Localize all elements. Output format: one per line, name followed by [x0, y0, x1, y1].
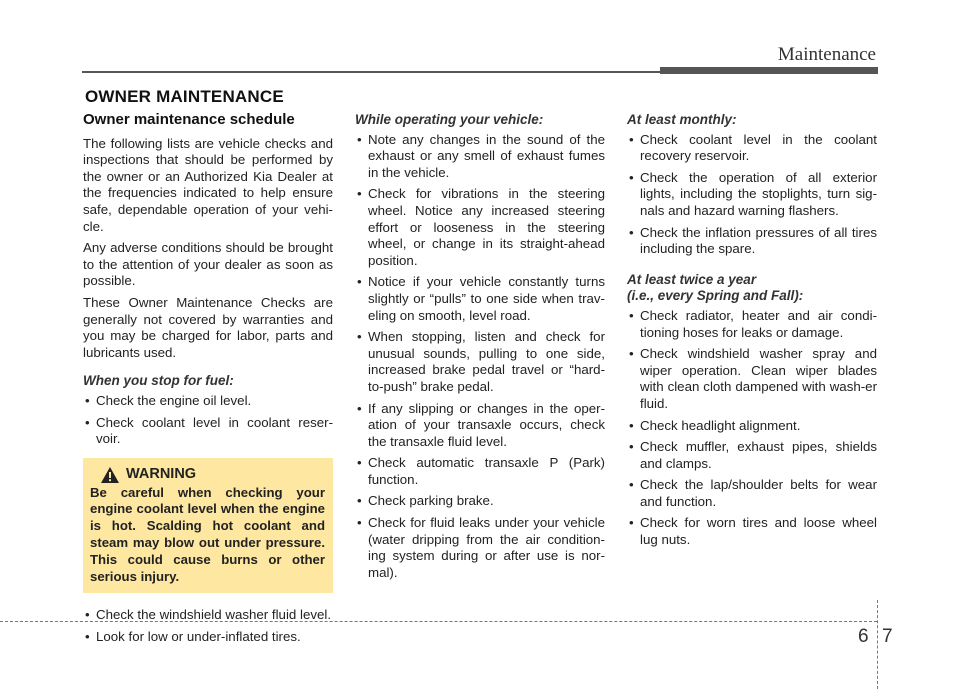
list-item: • Check headlight alignment. [629, 417, 801, 433]
monthly-list [627, 132, 877, 258]
list-item: • Check for vibrations in the steering wheel. Notice any increased steering effort or looseness in the steering wheel, or change in its straight-ahead position. [357, 186, 605, 268]
section-title: Maintenance [777, 44, 876, 65]
fuel-heading: When you stop for fuel: [83, 373, 234, 389]
fuel-list-continued [83, 607, 333, 645]
column-2 [355, 109, 605, 591]
warning-triangle-icon [100, 466, 120, 484]
adverse-paragraph: Any adverse conditions should be brought to the attention of your dealer as soon as possible. [83, 240, 333, 289]
list-item: • Check radiator, heater and air condi-tioning hoses for leaks or damage. [629, 307, 877, 340]
schedule-heading: Owner maintenance schedule [83, 111, 295, 128]
list-item: • Check the inflation pressures of all tires including the spare. [629, 224, 877, 257]
footer-divider [877, 600, 878, 689]
list-item: • Check the engine oil level. [85, 392, 252, 408]
operating-heading: While operating your vehicle: [355, 112, 544, 127]
chapter-number: 6 [858, 626, 869, 647]
warranty-paragraph: These Owner Maintenance Checks are generally not covered by warranties and you may be charged for labor, parts and lubricants used. [83, 294, 333, 360]
footer-rule [0, 621, 877, 622]
list-item: • When stopping, listen and check for unusual sounds, pulling to one side, increased brake pedal travel or “hard-to-push” brake pedal. [357, 329, 605, 394]
warning-box [83, 458, 333, 594]
main-heading: OWNER MAINTENANCE [85, 87, 284, 106]
intro-paragraph: The following lists are vehicle checks and inspections that should be performed by the owner or an Authorized Kia Dealer at the frequencies indicated to help ensure safe, dependable operation of your vehi-cle. [83, 135, 333, 234]
monthly-heading: At least monthly: [627, 112, 737, 127]
list-item: • Look for low or under-inflated tires. [85, 629, 301, 645]
warning-text: Be careful when checking your engine coolant level when the engine is hot. Scalding hot coolant and steam may blow out under pressure. This could cause burns or other serious injury. [90, 484, 325, 584]
list-item: • Check parking brake. [357, 493, 494, 509]
list-item: • Check the lap/shoulder belts for wear and function. [629, 477, 877, 509]
header-rule-thin [82, 71, 662, 73]
fuel-list [83, 393, 333, 448]
list-item: • Check automatic transaxle P (Park) function. [357, 455, 605, 487]
header-rule-thick [660, 67, 878, 74]
list-item: • Check for fluid leaks under your vehicle (water dripping from the air condition-ing system during or after use is nor-mal). [357, 515, 605, 580]
twice-list [627, 308, 877, 549]
list-item: • Check for worn tires and loose wheel lug nuts. [629, 515, 877, 548]
operating-list [355, 132, 605, 582]
list-item: • Check windshield washer spray and wiper operation. Clean wiper blades with clean cloth dampened with wash-er fluid. [629, 346, 877, 411]
page-number: 7 [882, 626, 893, 647]
list-item: • Check coolant level in coolant reser-voir. [85, 414, 333, 447]
list-item: • Notice if your vehicle constantly turns slightly or “pulls” to one side when trav-eling on smooth, level road. [357, 274, 605, 323]
column-3 [627, 109, 877, 559]
list-item: • Check the operation of all exterior lights, including the stoplights, turn sig-nals and hazard warning flashers. [629, 169, 877, 218]
twice-heading-line1: At least twice a year [627, 271, 757, 287]
list-item: • Check the windshield washer fluid level. [85, 607, 332, 623]
list-item: • Note any changes in the sound of the exhaust or any smell of exhaust fumes in the vehicle. [357, 131, 605, 180]
twice-heading-line2: (i.e., every Spring and Fall): [627, 288, 804, 304]
list-item: • If any slipping or changes in the oper-ation of your transaxle occurs, check the transaxle fluid level. [357, 400, 605, 449]
list-item: • Check muffler, exhaust pipes, shields and clamps. [629, 439, 877, 471]
warning-title: WARNING [126, 466, 197, 483]
list-item: • Check coolant level in the coolant recovery reservoir. [629, 131, 877, 164]
column-1 [83, 109, 333, 656]
